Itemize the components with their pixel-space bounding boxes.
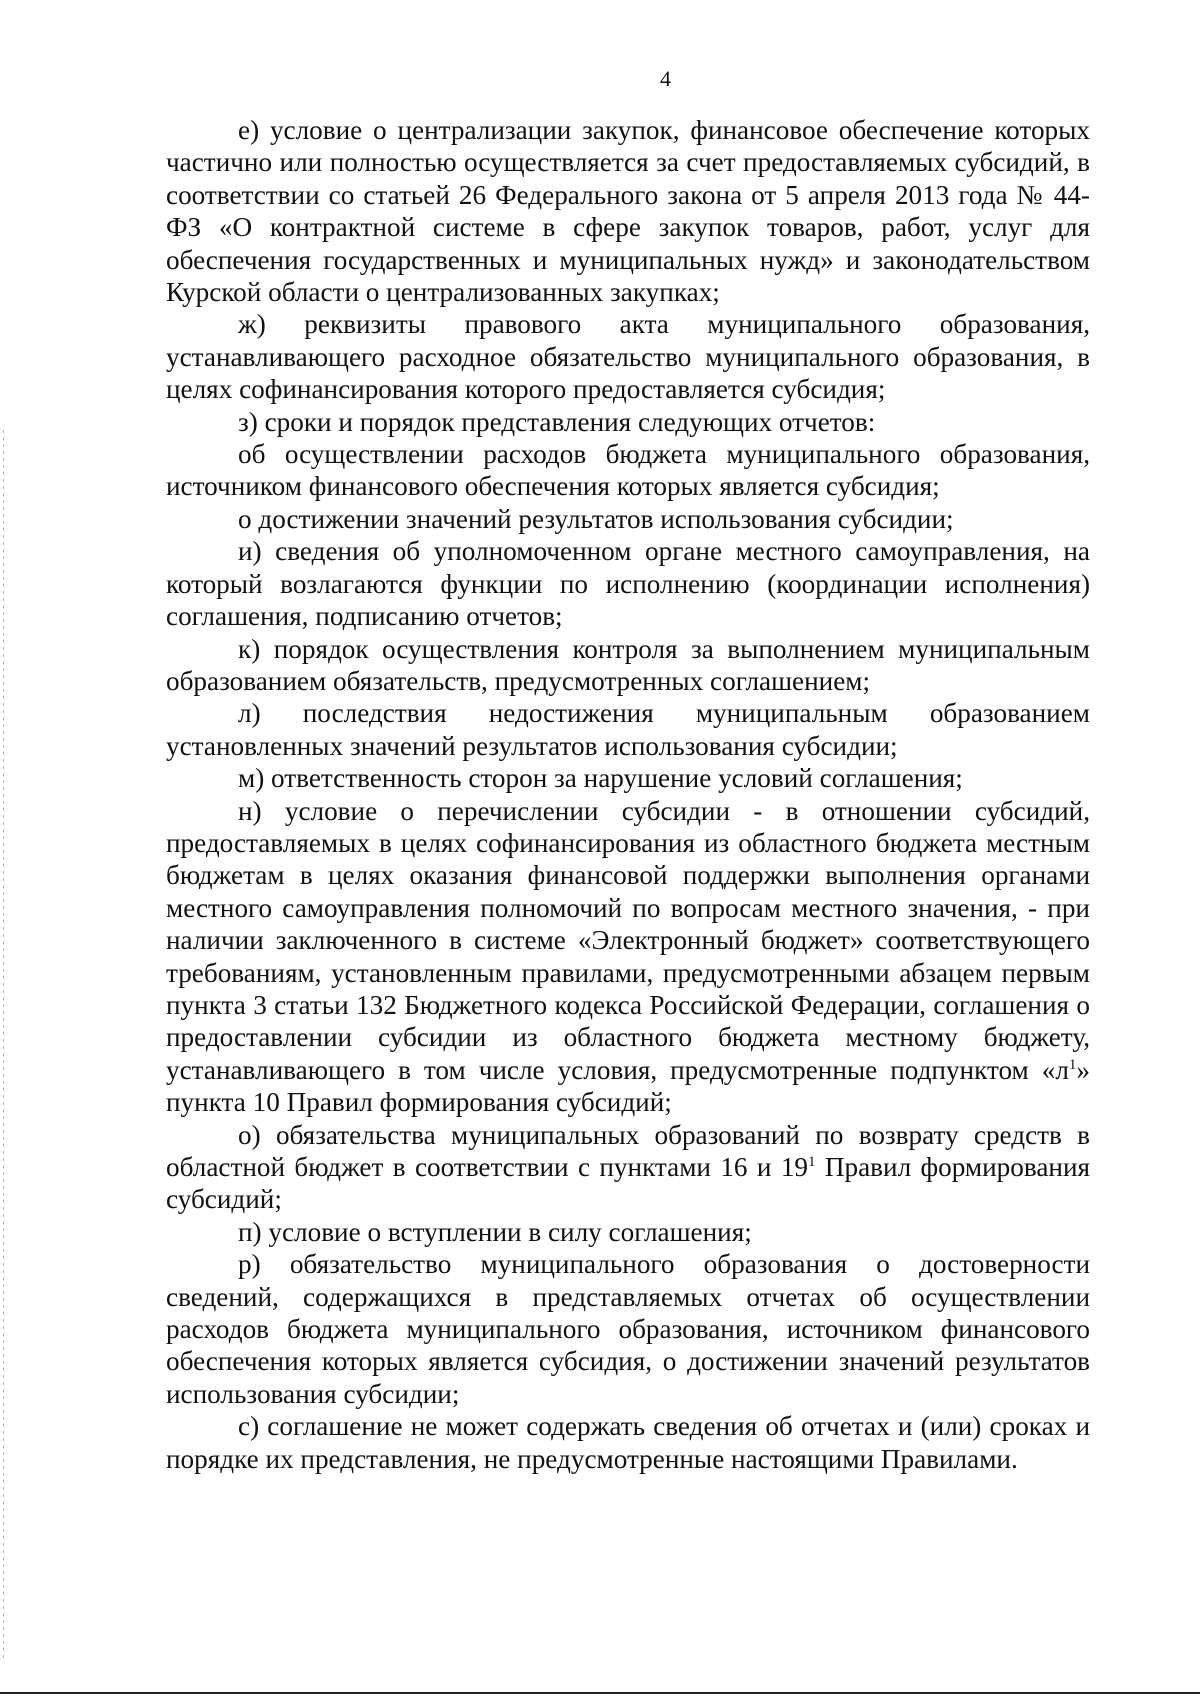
paragraph-n-text: н) условие о перечислении субсидии - в отношении субсидий, предоставляемых в целях софинансирования из областного бюджета местным бюджетам в целях оказания финансовой поддержки выполнения органами местного самоуправления полномочий по вопросам местного значения, - при наличии заключенного в системе «Электронный бюджет» соответствующего требованиям, установленным правилами, предусмотренными абзацем первым пункта 3 статьи 132 Бюджетного кодекса Российской Федерации, соглашения о предоставлении субсидии из областного бюджета местному бюджету, устанавливающего в том числе условия, предусмотренные подпунктом «л — [166, 795, 1090, 1085]
paragraph-m: м) ответственность сторон за нарушение условий соглашения; — [238, 763, 963, 794]
paragraph-o — [166, 1119, 1090, 1216]
page-number: 4 — [660, 66, 671, 91]
scan-edge-left — [3, 430, 4, 1660]
paragraph-o-text: о) обязательства муниципальных образований по возврату средств в областной бюджет в соответствии с пунктами 16 и 19 — [166, 1119, 1090, 1182]
paragraph-n-text-end: » пункта 10 Правил формирования субсидий; — [166, 1054, 1090, 1118]
paragraph-zh: ж) реквизиты правового акта муниципального образования, устанавливающего расходное обязательство муниципального образования, в целях софинансирования которого предоставляется субсидия; — [166, 309, 1090, 405]
document-body — [166, 114, 1090, 1475]
paragraph-r: р) обязательство муниципального образования о достоверности сведений, содержащихся в представляемых отчетах об осуществлении расходов бюджета муниципального образования, источником финансового обеспечения которых является субсидия, о достижении значений результатов использования субсидии; — [166, 1249, 1090, 1409]
paragraph-z: з) сроки и порядок представления следующих отчетов: — [238, 406, 876, 437]
paragraph-n — [166, 795, 1090, 1119]
paragraph-z-report-results: о достижении значений результатов использования субсидии; — [238, 503, 954, 534]
paragraph-l: л) последствия недостижения муниципальным образованием установленных значений результатов использования субсидии; — [166, 698, 1090, 761]
paragraph-p: п) условие о вступлении в силу соглашения; — [238, 1216, 752, 1247]
paragraph-s: с) соглашение не может содержать сведения об отчетах и (или) сроках и порядке их представления, не предусмотренные настоящими Правилами. — [166, 1411, 1090, 1474]
scan-edge-bottom — [0, 1692, 1200, 1694]
paragraph-z-report-expenses: об осуществлении расходов бюджета муниципального образования, источником финансового обеспечения которых является субсидия; — [166, 439, 1090, 502]
superscript-one: 1 — [808, 1154, 816, 1170]
paragraph-e: е) условие о централизации закупок, финансовое обеспечение которых частично или полностью осуществляется за счет предоставляемых субсидий, в соответствии со статьей 26 Федерального закона от 5 апреля 2013 года № 44-ФЗ «О контрактной системе в сфере закупок товаров, работ, услуг для обеспечения государственных и муниципальных нужд» и законодательством Курской области о централизованных закупках; — [166, 115, 1090, 308]
paragraph-k: к) порядок осуществления контроля за выполнением муниципальным образованием обязательств, предусмотренных соглашением; — [166, 633, 1090, 696]
superscript-one: 1 — [1068, 1056, 1077, 1073]
paragraph-i: и) сведения об уполномоченном органе местного самоуправления, на который возлагаются функции по исполнению (координации исполнения) соглашения, подписанию отчетов; — [166, 536, 1090, 632]
paragraph-o-text-end: Правил формирования субсидий; — [166, 1152, 1090, 1215]
